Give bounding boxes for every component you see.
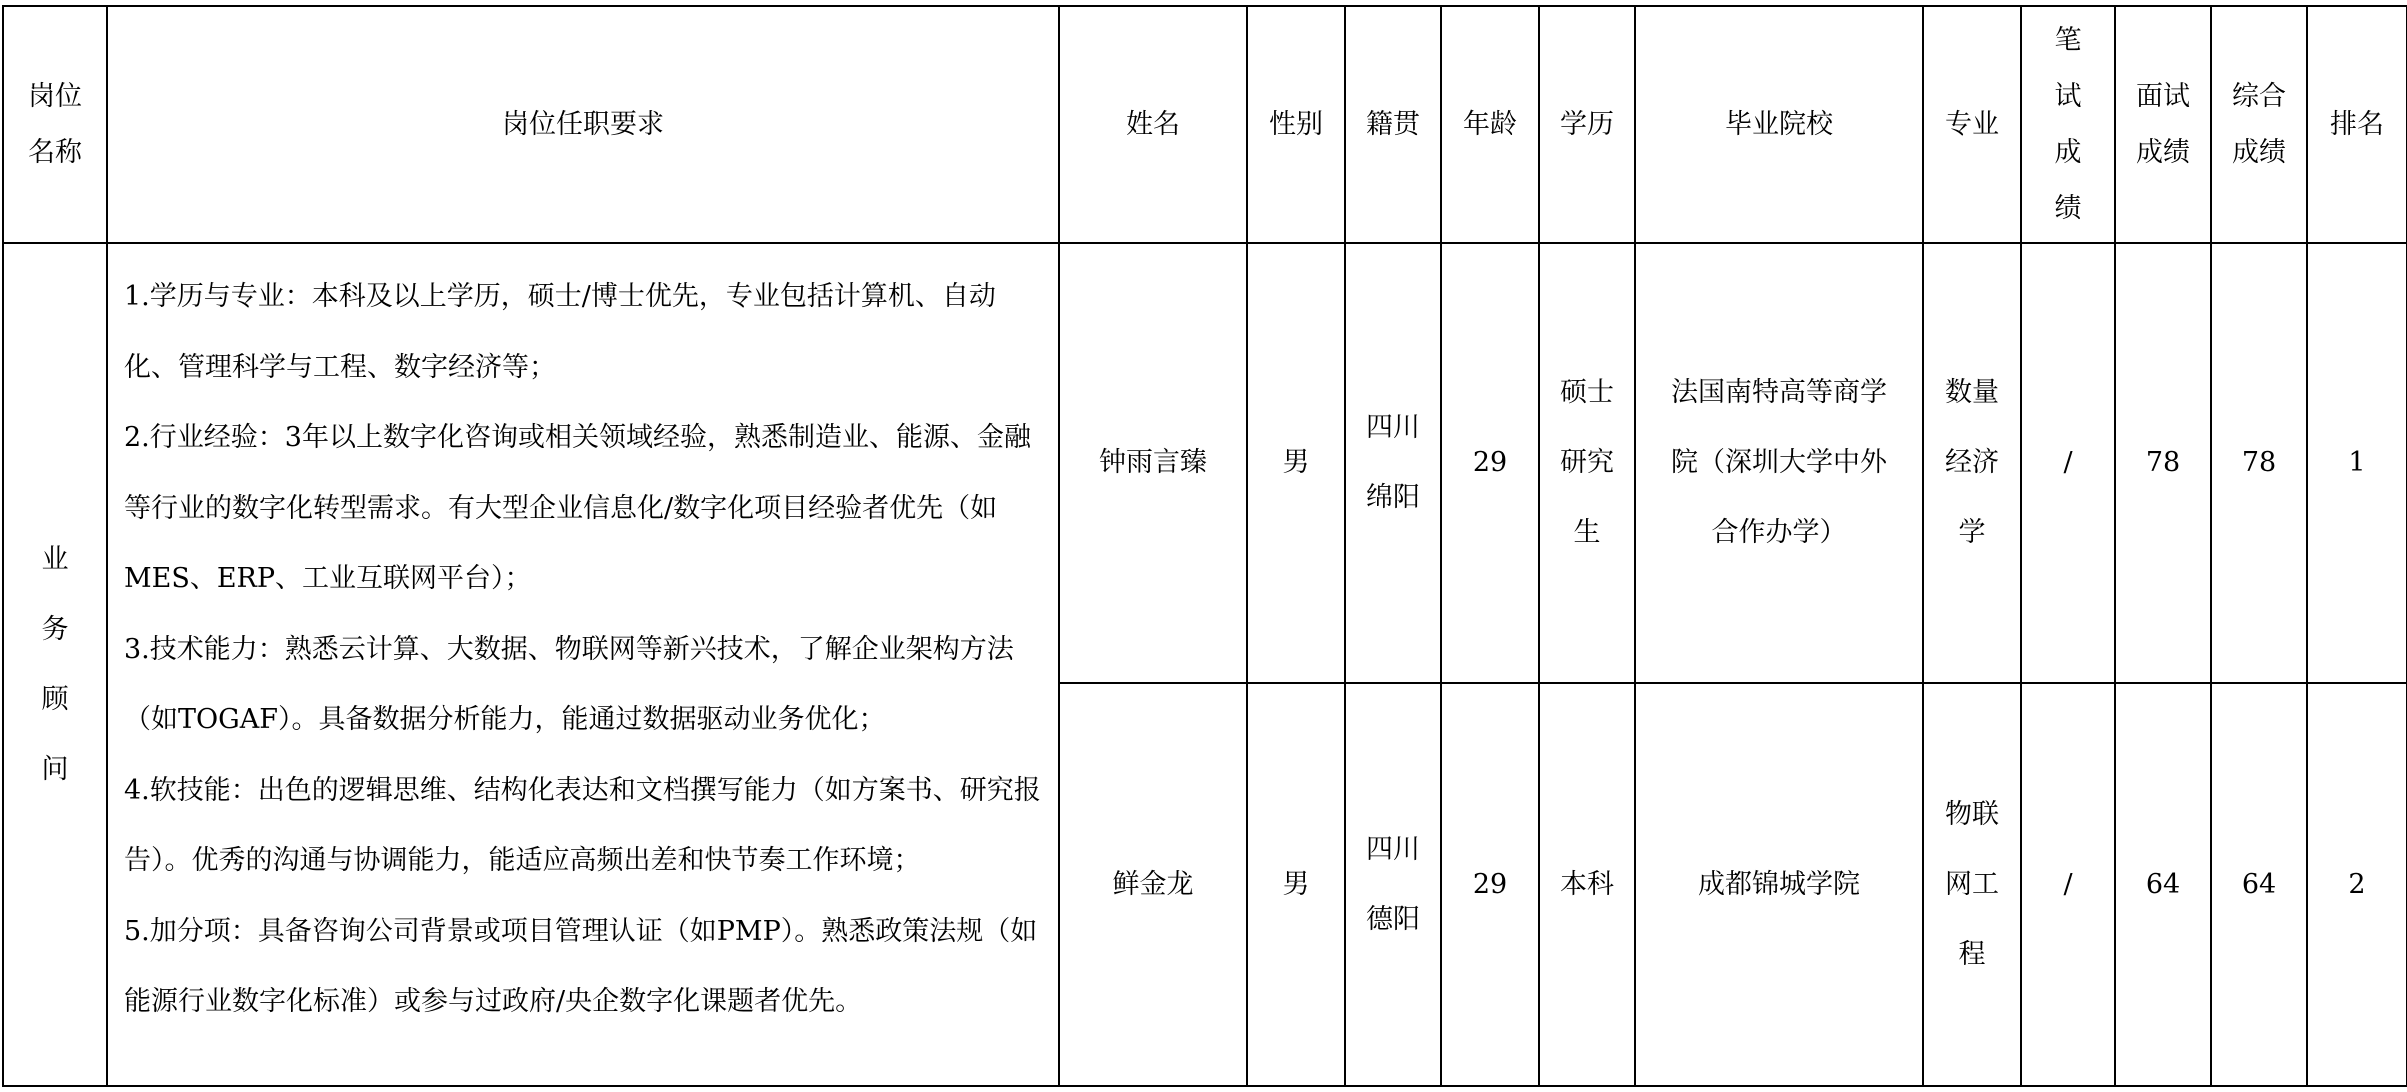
header-rank: 排名 — [2307, 6, 2407, 243]
requirement-item: 4.软技能：出色的逻辑思维、结构化表达和文档撰写能力（如方案书、研究报告）。优秀的沟通与协调能力，能适应高频出差和快节奏工作环境； — [124, 774, 1041, 876]
candidate-education: 本科 — [1539, 683, 1635, 1086]
requirements-cell — [107, 243, 1059, 1086]
candidate-education: 硕士研究生 — [1539, 243, 1635, 683]
header-name: 姓名 — [1059, 6, 1247, 243]
table-row — [3, 243, 2407, 683]
header-row — [3, 6, 2407, 243]
header-age: 年龄 — [1441, 6, 1539, 243]
candidate-total-score: 78 — [2211, 243, 2307, 683]
recruitment-results-table — [2, 5, 2407, 1087]
candidate-name: 鲜金龙 — [1059, 683, 1247, 1086]
position-cell: 业务顾问 — [3, 243, 107, 1086]
requirement-item: 5.加分项：具备咨询公司背景或项目管理认证（如PMP）。熟悉政策法规（如能源行业数字化标准）或参与过政府/央企数字化课题者优先。 — [124, 915, 1038, 1017]
header-total-score: 综合成绩 — [2211, 6, 2307, 243]
candidate-school: 法国南特高等商学院（深圳大学中外合作办学） — [1635, 243, 1923, 683]
header-education: 学历 — [1539, 6, 1635, 243]
header-origin: 籍贯 — [1345, 6, 1441, 243]
candidate-origin: 四川绵阳 — [1345, 243, 1441, 683]
candidate-written-score: / — [2021, 243, 2115, 683]
candidate-gender: 男 — [1247, 683, 1345, 1086]
requirement-item: 1.学历与专业：本科及以上学历，硕士/博士优先，专业包括计算机、自动化、管理科学与工程、数字经济等； — [124, 281, 996, 383]
header-requirements: 岗位任职要求 — [107, 6, 1059, 243]
candidate-origin: 四川德阳 — [1345, 683, 1441, 1086]
header-position: 岗位名称 — [3, 6, 107, 243]
header-school: 毕业院校 — [1635, 6, 1923, 243]
candidate-age: 29 — [1441, 243, 1539, 683]
candidate-interview-score: 78 — [2115, 243, 2211, 683]
candidate-gender: 男 — [1247, 243, 1345, 683]
header-gender: 性别 — [1247, 6, 1345, 243]
candidate-total-score: 64 — [2211, 683, 2307, 1086]
header-written-score: 笔试成绩 — [2021, 6, 2115, 243]
candidate-school: 成都锦城学院 — [1635, 683, 1923, 1086]
candidate-age: 29 — [1441, 683, 1539, 1086]
header-interview-score: 面试成绩 — [2115, 6, 2211, 243]
candidate-rank: 1 — [2307, 243, 2407, 683]
header-major: 专业 — [1923, 6, 2021, 243]
candidate-major: 数量经济学 — [1923, 243, 2021, 683]
candidate-written-score: / — [2021, 683, 2115, 1086]
requirement-item: 3.技术能力：熟悉云计算、大数据、物联网等新兴技术，了解企业架构方法（如TOGAF）。具备数据分析能力，能通过数据驱动业务优化； — [124, 633, 1014, 735]
candidate-major: 物联网工程 — [1923, 683, 2021, 1086]
requirement-item: 2.行业经验：3年以上数字化咨询或相关领域经验，熟悉制造业、能源、金融等行业的数字化转型需求。有大型企业信息化/数字化项目经验者优先（如MES、ERP、工业互联网平台）； — [124, 422, 1031, 594]
candidate-name: 钟雨言臻 — [1059, 243, 1247, 683]
candidate-rank: 2 — [2307, 683, 2407, 1086]
candidate-interview-score: 64 — [2115, 683, 2211, 1086]
